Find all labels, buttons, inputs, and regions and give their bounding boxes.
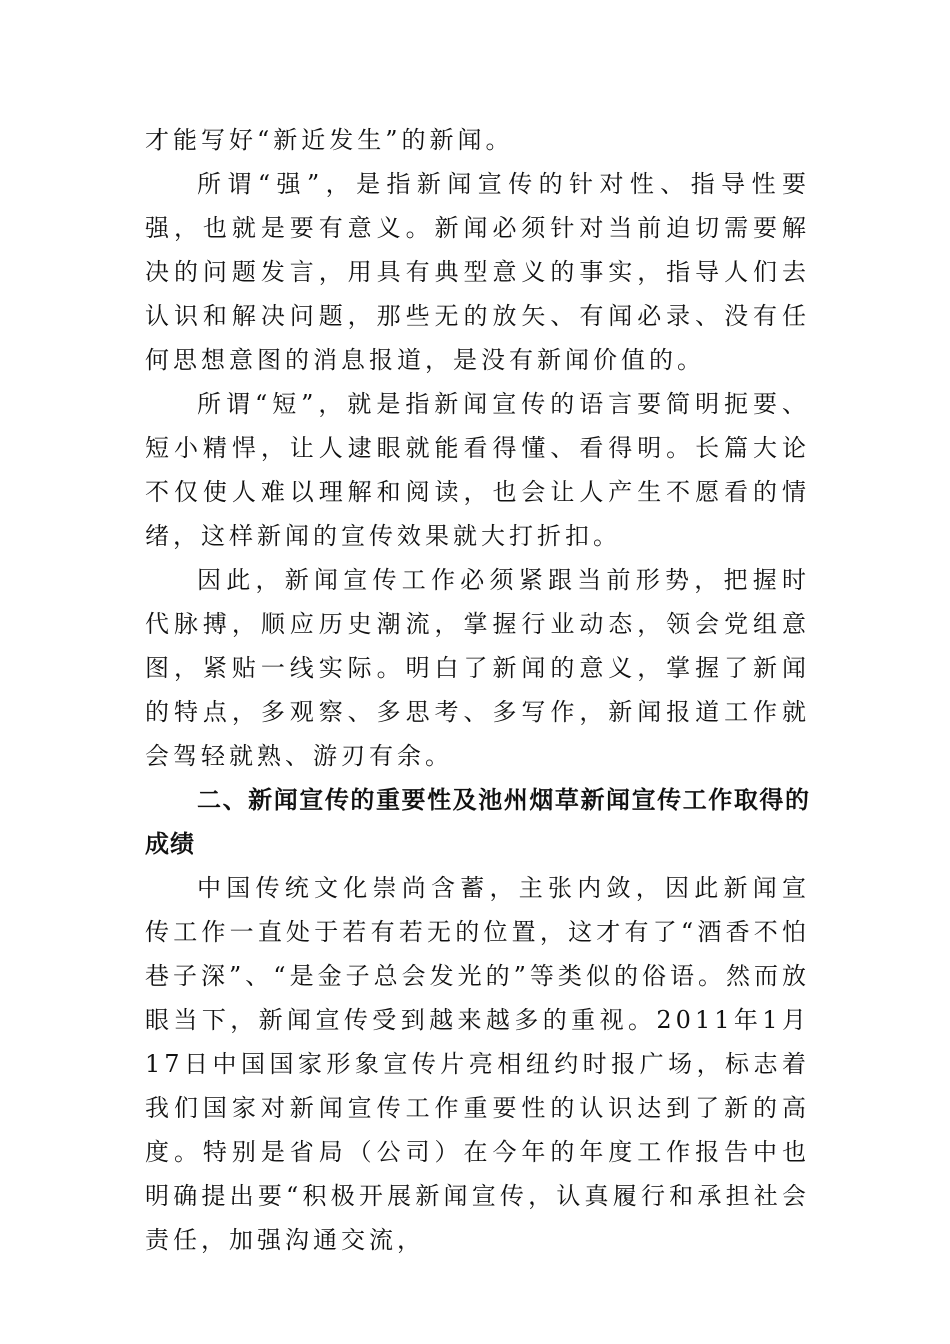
paragraph-2: 所谓“强”，是指新闻宣传的针对性、指导性要强，也就是要有意义。新闻必须针对当前迫切需要解决的问题发言，用具有典型意义的事实，指导人们去认识和解决问题，那些无的放矢、有闻必录、没有任何思想意图的消息报道，是没有新闻价值的。: [145, 170, 810, 374]
document-body: [145, 118, 810, 1262]
paragraph-4: 因此，新闻宣传工作必须紧跟当前形势，把握时代脉搏，顺应历史潮流，掌握行业动态，领会党组意图，紧贴一线实际。明白了新闻的意义，掌握了新闻的特点，多观察、多思考、多写作，新闻报道工作就会驾轻就熟、游刃有余。: [145, 566, 810, 770]
section-heading: 二、新闻宣传的重要性及池州烟草新闻宣传工作取得的成绩: [145, 786, 810, 858]
paragraph-1: 才能写好“新近发生”的新闻。: [145, 126, 514, 154]
paragraph-5: 中国传统文化崇尚含蓄，主张内敛，因此新闻宣传工作一直处于若有若无的位置，这才有了“酒香不怕巷子深”、“是金子总会发光的”等类似的俗语。然而放眼当下，新闻宣传受到越来越多的重视。2011年1月17日中国国家形象宣传片亮相纽约时报广场，标志着我们国家对新闻宣传工作重要性的认识达到了新的高度。特别是省局（公司）在今年的年度工作报告中也明确提出要“积极开展新闻宣传，认真履行和承担社会责任，加强沟通交流，: [145, 874, 810, 1254]
paragraph-3: 所谓“短”，就是指新闻宣传的语言要简明扼要、短小精悍，让人逮眼就能看得懂、看得明。长篇大论不仅使人难以理解和阅读，也会让人产生不愿看的情绪，这样新闻的宣传效果就大打折扣。: [145, 390, 810, 550]
